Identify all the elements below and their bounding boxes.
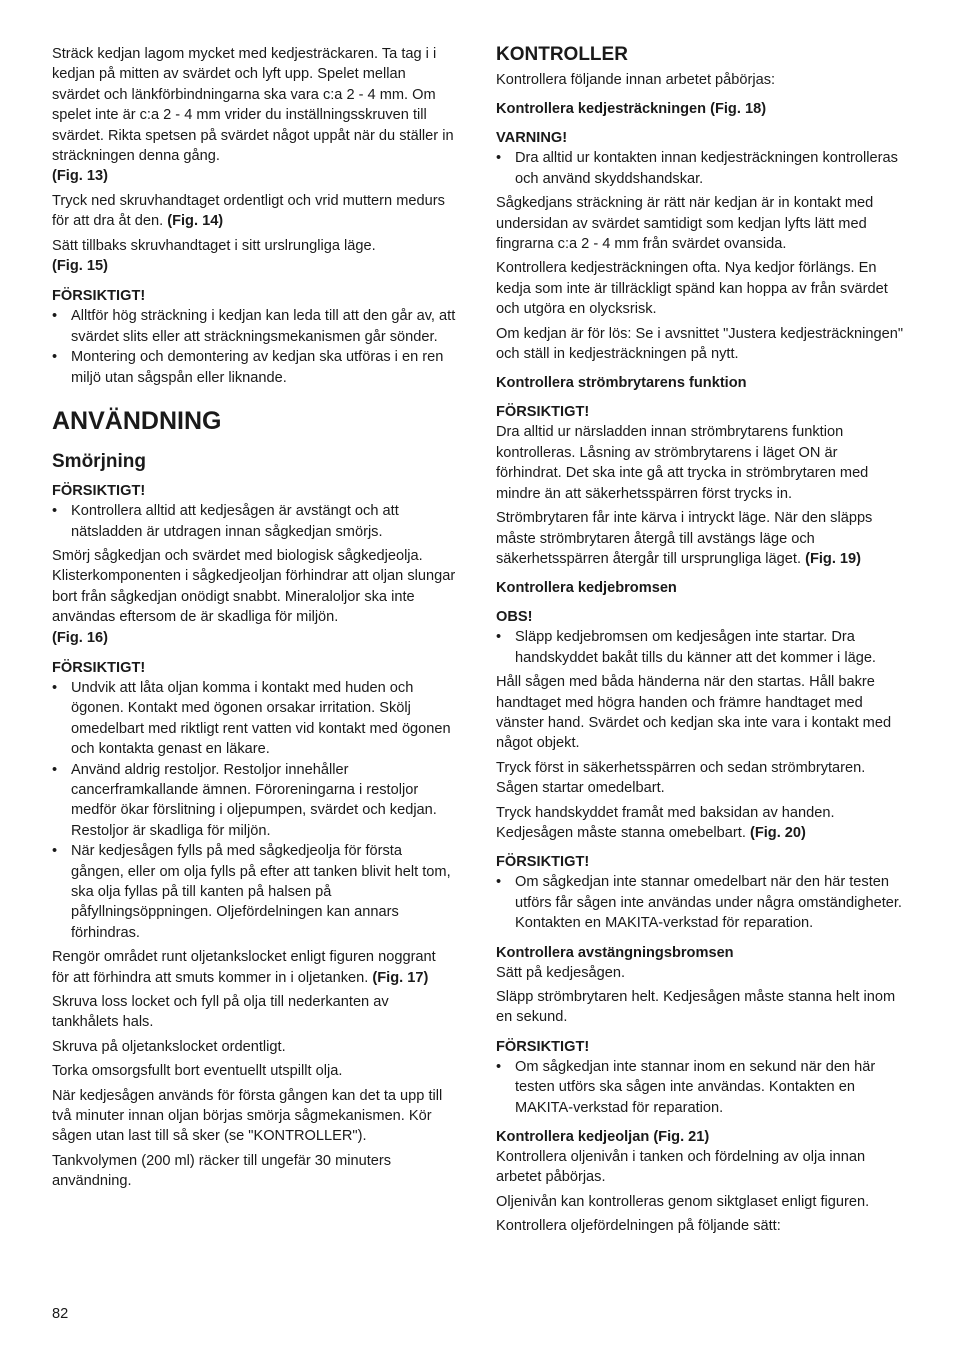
- subsection-title: Kontrollera strömbrytarens funktion: [496, 375, 747, 392]
- warning-label: VARNING!: [496, 130, 568, 147]
- warning-list: [496, 148, 906, 189]
- caution-label: FÖRSIKTIGT!: [52, 483, 146, 500]
- list-item: • Undvik att låta oljan komma i kontakt med huden och ögonen. Kontakt med ögonen orsakar irritation. Skölj omedelbart med riktligt rent vatten vid kontakt med ögonen och kontakta genast en läkare.: [52, 678, 456, 760]
- caution-label: FÖRSIKTIGT!: [496, 854, 590, 871]
- paragraph: Sätt på kedjesågen.: [496, 964, 626, 981]
- figure-ref: (Fig. 13): [52, 168, 108, 185]
- list-item: • Montering och demontering av kedjan ska utföras i en ren miljö utan sågspån eller liknande.: [52, 347, 456, 388]
- subsection-title: Kontrollera kedjeoljan (Fig. 21): [496, 1129, 710, 1146]
- subsection-heading-lubrication: Smörjning: [52, 451, 146, 473]
- paragraph: Kontrollera följande innan arbetet påbörjas:: [496, 72, 776, 88]
- paragraph: Släpp strömbrytaren helt. Kedjesågen måste stanna helt inom en sekund.: [496, 989, 896, 1026]
- lubrication-paragraph: Smörj sågkedjan och svärdet med biologisk sågkedjeolja. Klisterkomponenten i sågkedjeoljan förhindrar att oljan slungar bort från sågkedjan onödigt snabbt. Mineraloljor ska inte användas eftersom de är skadliga för miljön. (Fig. 16): [52, 547, 456, 646]
- list-item: • Om sågkedjan inte stannar omedelbart när den här testen utförs får sågen inte användas under några omständigheter. Kontakten en MAKITA-verkstad för reparation.: [496, 872, 906, 933]
- paragraph: Oljenivån kan kontrolleras genom siktglaset enligt figuren.: [496, 1193, 870, 1210]
- caution-list: [52, 678, 456, 943]
- list-item: • Använd aldrig restoljor. Restoljor innehåller cancerframkallande ämnen. Föroreningarna i restoljor medför ökar förslitning i oljepumpen, svärdet och kedjan. Restoljor är skadliga för miljön.: [52, 760, 456, 842]
- paragraph: Håll sågen med båda händerna när den startas. Håll bakre handtaget med högra handen och främre handtaget med vänster hand. Svärdet och kedjan ska inte vara i kontakt med något objekt.: [496, 674, 892, 752]
- screw-handle-reset-paragraph: Sätt tillbaks skruvhandtaget i sitt urslrungliga läge. (Fig. 15): [52, 237, 376, 275]
- chain-tension-paragraph: Sträck kedjan lagom mycket med kedjesträckaren. Ta tag i i kedjan på mitten av svärdet och lyft upp. Spelet mellan svärdet och länkförbindningarna ska vara c:a 2 - 4 mm. Om spelet inte är c:a 2 - 4 mm vrider du inställningsskruven till svärdet. Rikta spetsen på svärdet något uppåt när du ställer in sträckningen denna gång. (Fig. 13): [52, 46, 454, 185]
- note-label: OBS!: [496, 609, 533, 626]
- paragraph: Skruva på oljetankslocket ordentligt.: [52, 1038, 286, 1055]
- oil-cap-cleaning-paragraph: Rengör området runt oljetankslocket enligt figuren noggrant för att förhindra att smuts kommer in i oljetanken. (Fig. 17): [52, 949, 436, 986]
- caution-list: [496, 1057, 906, 1118]
- figure-ref: (Fig. 16): [52, 629, 108, 646]
- list-item: • Släpp kedjebromsen om kedjesågen inte startar. Dra handskyddet bakåt tills du känner att det kommer i läge.: [496, 627, 906, 668]
- paragraph: Torka omsorgsfullt bort eventuellt utspillt olja.: [52, 1063, 343, 1080]
- figure-ref: (Fig. 17): [372, 969, 429, 986]
- list-item: • Alltför hög sträckning i kedjan kan leda till att den går av, att svärdet slits eller att sträckningsmekanismen går sönder.: [52, 306, 456, 347]
- section-heading-controls: KONTROLLER: [496, 44, 628, 65]
- figure-ref: (Fig. 15): [52, 258, 108, 275]
- caution-list: [52, 306, 456, 388]
- figure-ref: (Fig. 20): [749, 824, 806, 841]
- caution-list: [52, 501, 456, 542]
- paragraph: Sågkedjans sträckning är rätt när kedjan är in kontakt med undersidan av svärdet samtidigt som kedjan lyfts lätt med fingrarna c:a 2 - 4 mm från svärdet ovansida.: [496, 195, 874, 253]
- paragraph: När kedjesågen används för första gången kan det ta upp till två minuter innan oljan börjas smörja sågmekanismen. Kör sågen utan last till så sker (se "KONTROLLER").: [52, 1087, 443, 1145]
- caution-label: FÖRSIKTIGT!: [52, 288, 146, 305]
- note-list: [496, 627, 906, 668]
- paragraph: Tankvolymen (200 ml) räcker till ungefär 30 minuters användning.: [52, 1152, 392, 1190]
- caution-label: FÖRSIKTIGT!: [496, 404, 590, 421]
- paragraph: Om kedjan är för lös: Se i avsnittet "Justera kedjesträckningen" och ställ in kedjesträckningen på nytt.: [496, 325, 904, 363]
- list-item: • Dra alltid ur kontakten innan kedjesträckningen kontrolleras och använd skyddshandskar.: [496, 148, 906, 189]
- subsection-title: Kontrollera avstängningsbromsen: [496, 944, 734, 961]
- figure-ref: (Fig. 19): [805, 550, 862, 567]
- paragraph: Tryck handskyddet framåt med baksidan av handen. Kedjesågen måste stanna omebelbart. (Fig. 20): [496, 804, 835, 841]
- list-item: • När kedjesågen fylls på med sågkedjeolja för första gången, eller om olja fylls på efter att tanken blivit helt tom, ska olja fyllas på till kanten på halsen på påfyllningsöppningen. Oljefördelningen kan annars förhindras.: [52, 841, 456, 943]
- paragraph: Tryck först in säkerhetsspärren och sedan strömbrytaren. Sågen startar omedelbart.: [496, 759, 866, 797]
- paragraph: Dra alltid ur närsladden innan strömbrytarens funktion kontrolleras. Låsning av strömbrytarens i läget ON är förhindrat. Det ska inte gå att trycka in strömbrytaren med mindre än att säkerhetsspärren först trycks in.: [496, 424, 869, 502]
- subsection-title: Kontrollera kedjesträckningen (Fig. 18): [496, 101, 767, 118]
- page-number: 82: [52, 1306, 69, 1322]
- section-heading-usage: ANVÄNDNING: [52, 407, 222, 436]
- paragraph: Kontrollera kedjesträckningen ofta. Nya kedjor förlängs. En kedja som inte är tillräckligt spänd kan hoppa av från svärdet och utgöra en olycksrisk.: [496, 260, 888, 318]
- screw-handle-paragraph: Tryck ned skruvhandtaget ordentligt och vrid muttern medurs för att dra åt den. (Fig. 14): [52, 192, 445, 230]
- right-column: [496, 44, 906, 1241]
- list-item: • Kontrollera alltid att kedjesågen är avstängt och att nätsladden är utdragen innan sågkedjan smörjs.: [52, 501, 456, 542]
- paragraph: Strömbrytaren får inte kärva i intryckt läge. När den släpps måste strömbrytaren återgå till avstängs läge och säkerhetsspärren återgår till ursprungliga läget. (Fig. 19): [496, 510, 873, 567]
- paragraph: Kontrollera oljefördelningen på följande sätt:: [496, 1218, 781, 1235]
- subsection-title: Kontrollera kedjebromsen: [496, 580, 677, 597]
- caution-list: [496, 872, 906, 933]
- caution-label: FÖRSIKTIGT!: [496, 1038, 590, 1055]
- list-item: • Om sågkedjan inte stannar inom en sekund när den här testen utförs ska sågen inte användas. Kontakten en MAKITA-verkstad för reparation.: [496, 1057, 906, 1118]
- paragraph: Skruva loss locket och fyll på olja till nederkanten av tankhålets hals.: [52, 994, 389, 1031]
- caution-label: FÖRSIKTIGT!: [52, 659, 146, 676]
- paragraph: Kontrollera oljenivån i tanken och fördelning av olja innan arbetet påbörjas.: [496, 1149, 866, 1186]
- figure-ref: (Fig. 14): [167, 213, 224, 230]
- left-column: [52, 44, 456, 1196]
